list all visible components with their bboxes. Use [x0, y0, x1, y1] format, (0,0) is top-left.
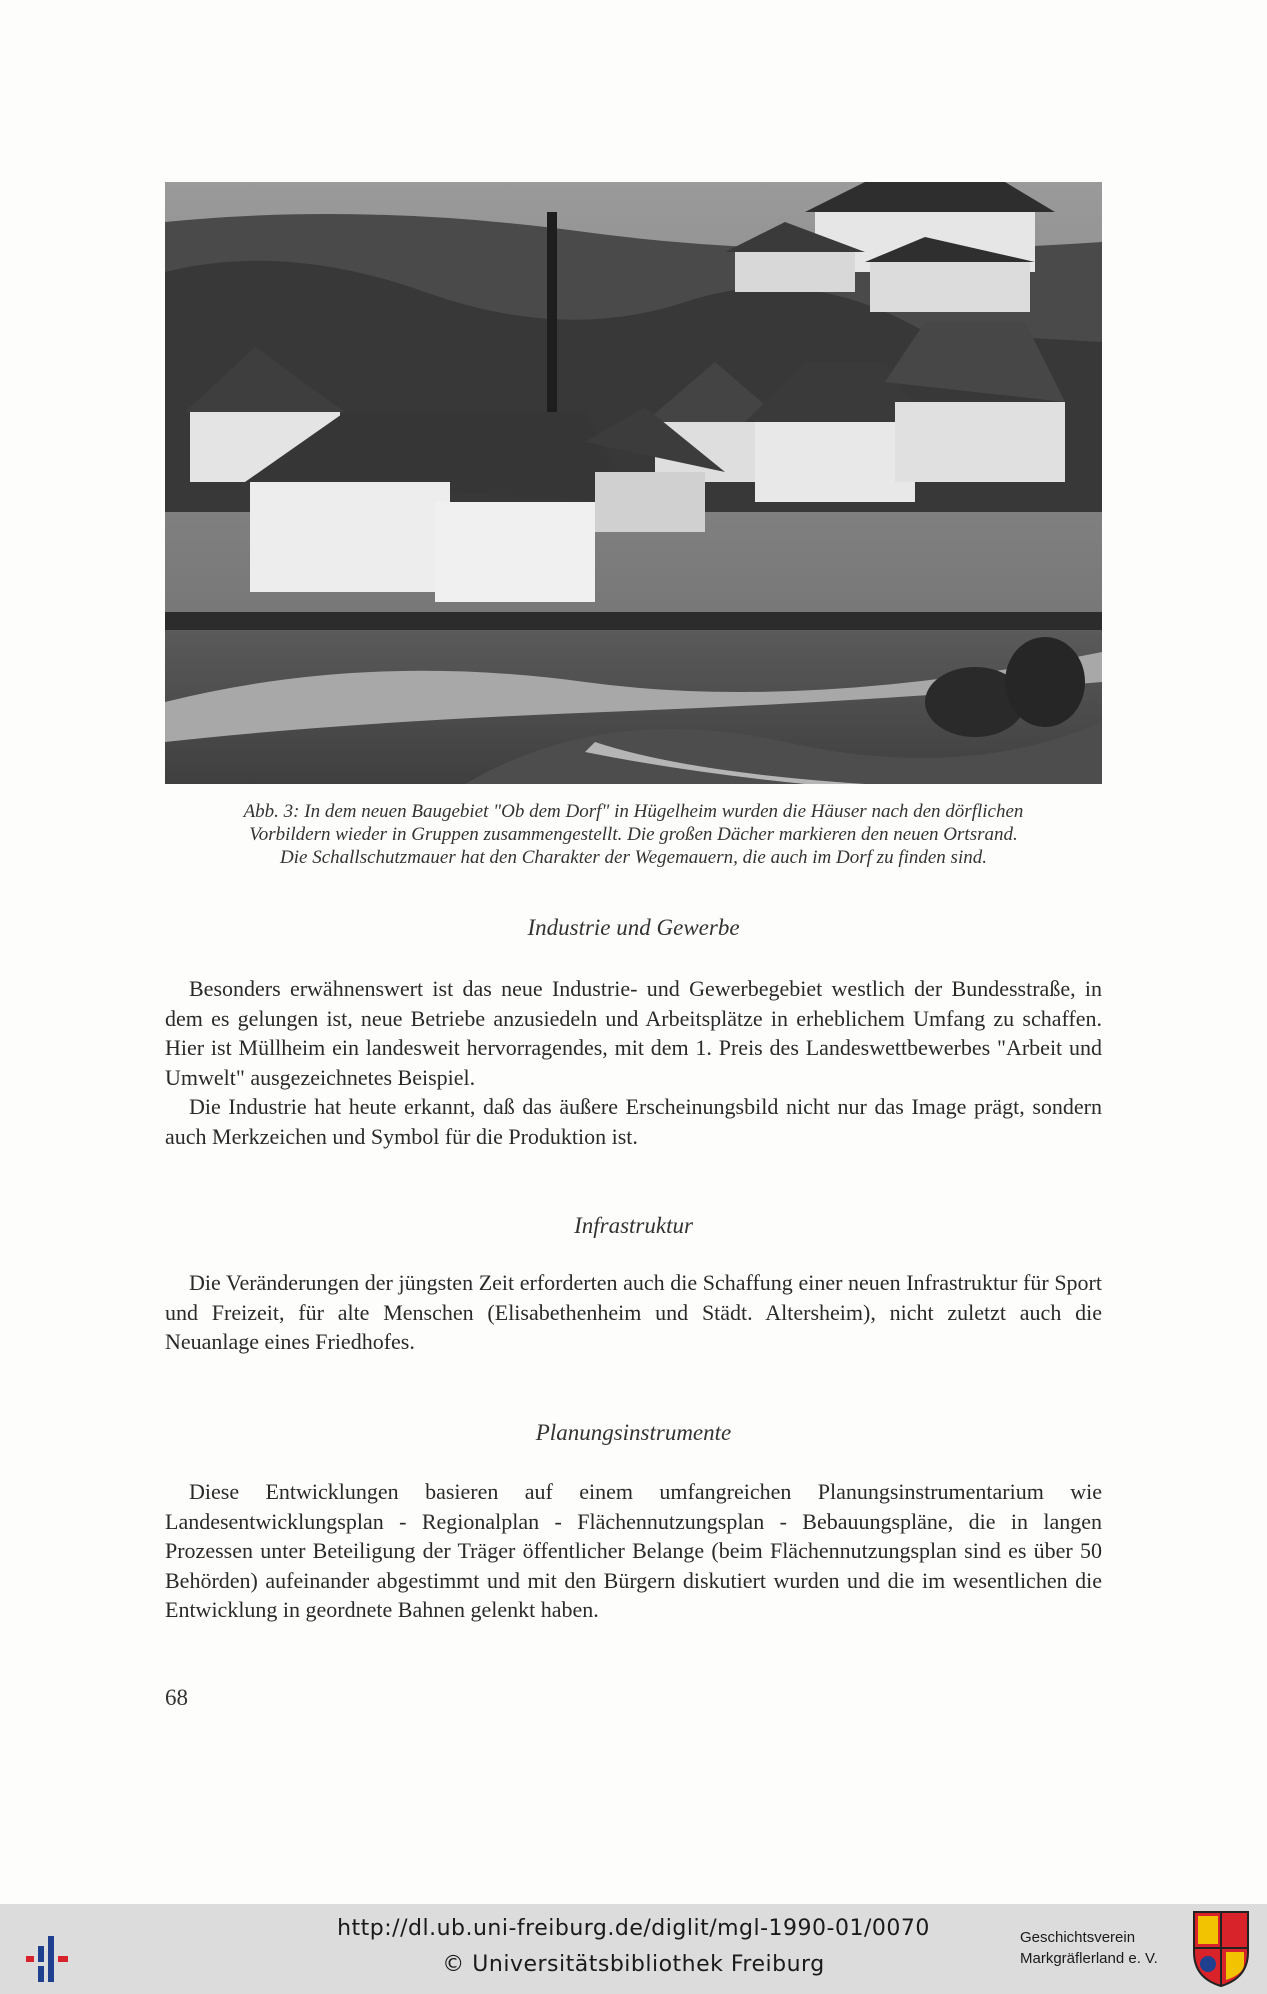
paragraph: Die Industrie hat heute erkannt, daß das äußere Erscheinungsbild nicht nur das Image prägt, sondern auch Merkzeichen und Symbol für die Produktion ist.	[165, 1094, 1102, 1149]
figure-caption	[165, 800, 1102, 869]
paragraph: Die Veränderungen der jüngsten Zeit erforderten auch die Schaffung einer neuen Infrastruktur für Sport und Freizeit, für alte Menschen (Elisabethenheim und Städt. Altersheim), nicht zuletzt auch die Neuanlage eines Friedhofes.	[165, 1270, 1102, 1354]
caption-line: Die Schallschutzmauer hat den Charakter der Wegemauern, die auch im Dorf zu finden sind.	[280, 847, 987, 868]
figure-photo	[165, 182, 1102, 784]
paragraph: Diese Entwicklungen basieren auf einem umfangreichen Planungsinstrumentarium wie Landesentwicklungsplan - Regionalplan - Flächennutzungsplan - Bebauungspläne, die in langen Prozessen unter Beteiligung der Träger öffentlicher Belange (beim Flächennutzungsplan sind es über 50 Behörden) aufeinander abgestimmt und mit den Bürgern diskutiert wurden und die im wesentlichen die Entwicklung in geordnete Bahnen gelenkt haben.	[165, 1479, 1102, 1622]
section-body-infrastruktur	[165, 1268, 1102, 1357]
society-line: Markgräflerland e. V.	[1020, 1950, 1158, 1967]
society-line: Geschichtsverein	[1020, 1929, 1136, 1946]
caption-line: Abb. 3: In dem neuen Baugebiet "Ob dem Dorf" in Hügelheim wurden die Häuser nach den dörflichen	[243, 801, 1024, 822]
page-number: 68	[165, 1685, 188, 1710]
section-heading-industrie: Industrie und Gewerbe	[527, 915, 740, 940]
village-photo-illustration	[165, 182, 1102, 784]
section-body-planungsinstrumente	[165, 1477, 1102, 1625]
footer-url-link[interactable]: http://dl.ub.uni-freiburg.de/diglit/mgl-1990-01/0070	[337, 1916, 930, 1941]
paragraph: Besonders erwähnenswert ist das neue Industrie- und Gewerbegebiet westlich der Bundesstraße, in dem es gelungen ist, neue Betriebe anzusiedeln und Arbeitsplätze in erheblichem Umfang zu schaffen. Hier ist Müllheim ein landesweit hervorragendes, mit dem 1. Preis des Landeswettbewerbes "Arbeit und Umwelt" ausgezeichnetes Beispiel.	[165, 976, 1102, 1090]
section-body-industrie	[165, 974, 1102, 1151]
section-heading-infrastruktur: Infrastruktur	[574, 1213, 693, 1238]
society-name	[1020, 1927, 1190, 1969]
society-crest-icon[interactable]	[1190, 1908, 1252, 1988]
section-heading-planungsinstrumente: Planungsinstrumente	[535, 1420, 732, 1445]
footer-copyright: © Universitätsbibliothek Freiburg	[442, 1952, 825, 1977]
caption-line: Vorbildern wieder in Gruppen zusammengestellt. Die großen Dächer markieren den neuen Ortsrand.	[249, 824, 1018, 845]
